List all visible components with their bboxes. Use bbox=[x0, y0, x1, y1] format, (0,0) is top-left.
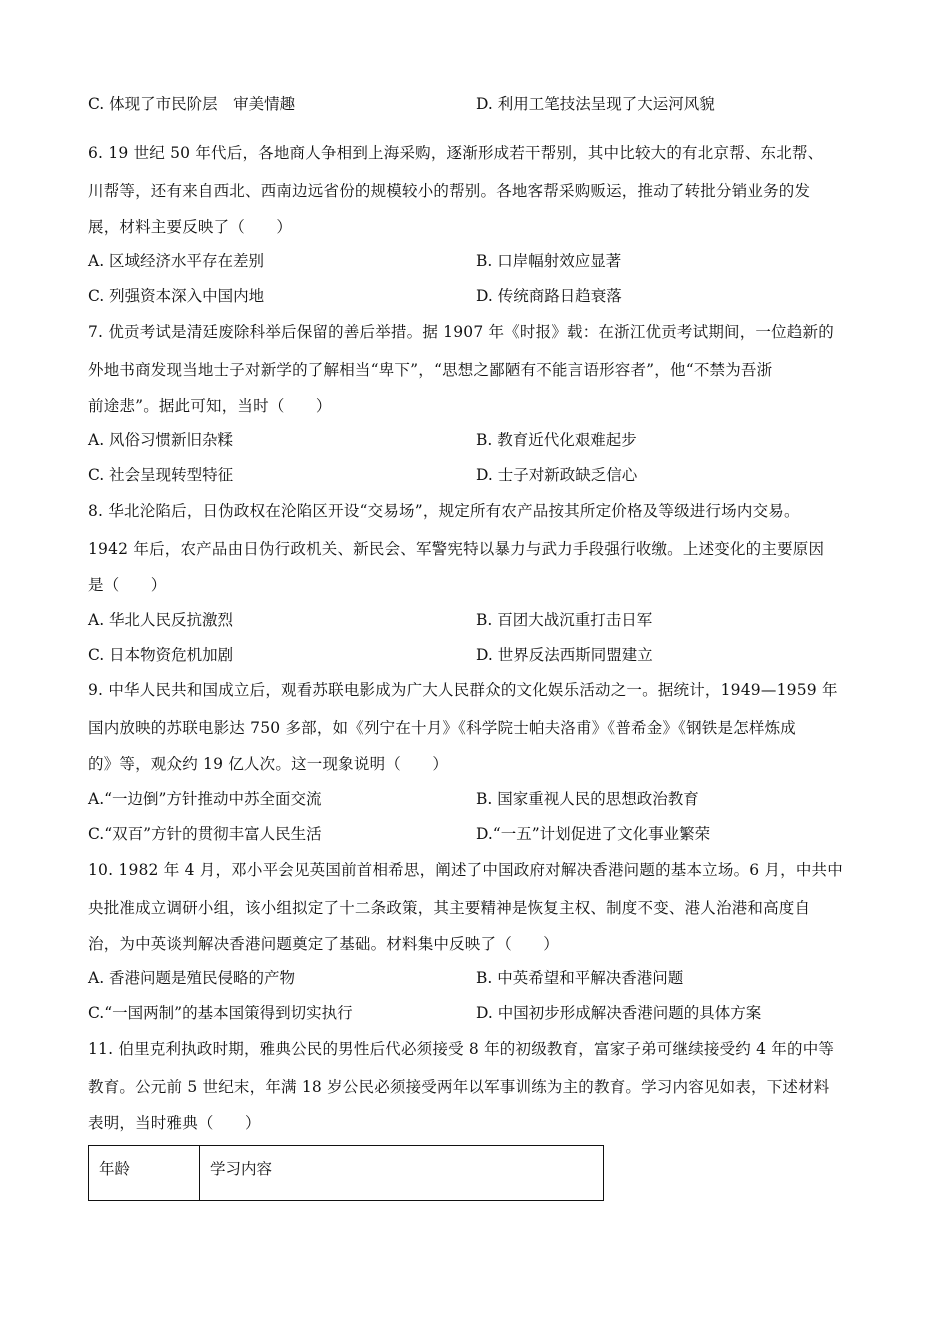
q11-stem-line-1: 11. 伯里克利执政时期，雅典公民的男性后代必须接受 8 年的初级教育，富家子弟可继续接受约 4 年的中等 bbox=[88, 1040, 835, 1058]
q10-stem-line-2: 央批准成立调研小组，该小组拟定了十二条政策，其主要精神是恢复主权、制度不变、港人治港和高度自 bbox=[88, 899, 811, 917]
q8-stem-line-1: 8. 华北沦陷后，日伪政权在沦陷区开设“交易场”，规定所有农产品按其所定价格及等级进行场内交易。 bbox=[88, 502, 800, 520]
q6-stem-line-1: 6. 19 世纪 50 年代后，各地商人争相到上海采购，逐渐形成若干帮别，其中比较大的有北京帮、东北帮、 bbox=[88, 144, 824, 162]
q10-stem-line-1: 10. 1982 年 4 月，邓小平会见英国前首相希思，阐述了中国政府对解决香港问题的基本立场。6 月，中共中 bbox=[88, 861, 843, 879]
q11-study-table bbox=[88, 1145, 604, 1201]
q6-option-b: B. 口岸幅射效应显著 bbox=[476, 252, 622, 270]
q9-option-a: A.“一边倒”方针推动中苏全面交流 bbox=[88, 790, 322, 808]
q7-option-c: C. 社会呈现转型特征 bbox=[88, 466, 234, 484]
q7-option-b: B. 教育近代化艰难起步 bbox=[476, 431, 637, 449]
q10-option-c: C.“一国两制”的基本国策得到切实执行 bbox=[88, 1004, 353, 1022]
q10-option-d: D. 中国初步形成解决香港问题的具体方案 bbox=[476, 1004, 762, 1022]
q8-option-d: D. 世界反法西斯同盟建立 bbox=[476, 646, 653, 664]
table-header-content: 学习内容 bbox=[200, 1146, 604, 1201]
table-header-age: 年龄 bbox=[89, 1146, 200, 1201]
q10-option-b: B. 中英希望和平解决香港问题 bbox=[476, 969, 684, 987]
q7-option-a: A. 风俗习惯新旧杂糅 bbox=[88, 431, 234, 449]
q9-stem-line-2: 国内放映的苏联电影达 750 多部，如《列宁在十月》《科学院士帕夫洛甫》《普希金》《钢铁是怎样炼成 bbox=[88, 719, 796, 737]
q6-option-d: D. 传统商路日趋衰落 bbox=[476, 287, 622, 305]
q6-option-a: A. 区域经济水平存在差别 bbox=[88, 252, 265, 270]
q6-stem-line-3: 展，材料主要反映了（ ） bbox=[88, 218, 293, 236]
q11-stem-line-3: 表明，当时雅典（ ） bbox=[88, 1114, 261, 1132]
q7-stem-line-3: 前途悲”。据此可知，当时（ ） bbox=[88, 397, 332, 415]
q10-stem-line-3: 治，为中英谈判解决香港问题奠定了基础。材料集中反映了（ ） bbox=[88, 935, 560, 953]
q7-option-d: D. 士子对新政缺乏信心 bbox=[476, 466, 638, 484]
q9-option-b: B. 国家重视人民的思想政治教育 bbox=[476, 790, 699, 808]
q6-option-c: C. 列强资本深入中国内地 bbox=[88, 287, 265, 305]
q9-stem-line-3: 的》等，观众约 19 亿人次。这一现象说明（ ） bbox=[88, 755, 449, 773]
table-header-row bbox=[89, 1146, 604, 1201]
q9-option-d: D.“一五”计划促进了文化事业繁荣 bbox=[476, 825, 711, 843]
q8-option-c: C. 日本物资危机加剧 bbox=[88, 646, 234, 664]
q11-stem-line-2: 教育。公元前 5 世纪末，年满 18 岁公民必须接受两年以军事训练为主的教育。学习内容见如表，下述材料 bbox=[88, 1078, 830, 1096]
q8-stem-line-3: 是（ ） bbox=[88, 576, 167, 594]
q5-option-c: C. 体现了市民阶层 审美情趣 bbox=[88, 95, 296, 113]
q7-stem-line-1: 7. 优贡考试是清廷废除科举后保留的善后举措。据 1907 年《时报》载：在浙江优贡考试期间，一位趋新的 bbox=[88, 323, 834, 341]
q8-stem-line-2: 1942 年后，农产品由日伪行政机关、新民会、军警宪特以暴力与武力手段强行收缴。上述变化的主要原因 bbox=[88, 540, 825, 558]
q8-option-a: A. 华北人民反抗激烈 bbox=[88, 611, 234, 629]
q7-stem-line-2: 外地书商发现当地士子对新学的了解相当“卑下”，“思想之鄙陋有不能言语形容者”，他“不禁为吾浙 bbox=[88, 361, 773, 379]
q9-option-c: C.“双百”方针的贯彻丰富人民生活 bbox=[88, 825, 322, 843]
q10-option-a: A. 香港问题是殖民侵略的产物 bbox=[88, 969, 296, 987]
q9-stem-line-1: 9. 中华人民共和国成立后，观看苏联电影成为广大人民群众的文化娱乐活动之一。据统计，1949—1959 年 bbox=[88, 681, 838, 699]
q8-option-b: B. 百团大战沉重打击日军 bbox=[476, 611, 653, 629]
q6-stem-line-2: 川帮等，还有来自西北、西南边远省份的规模较小的帮别。各地客帮采购贩运，推动了转批分销业务的发 bbox=[88, 182, 811, 200]
q5-option-d: D. 利用工笔技法呈现了大运河风貌 bbox=[476, 95, 715, 113]
